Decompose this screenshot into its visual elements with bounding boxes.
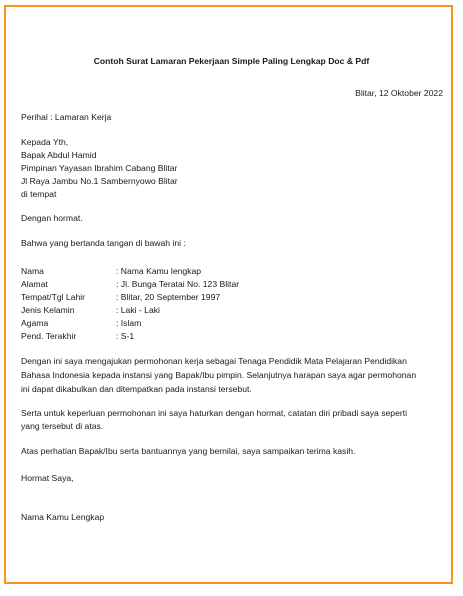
detail-label: Pend. Terakhir (21, 331, 77, 341)
detail-label: Agama (21, 318, 49, 328)
recipient-line: Kepada Yth, (21, 137, 69, 147)
signature-name: Nama Kamu Lengkap (21, 512, 105, 522)
paragraph-line: Dengan ini saya mengajukan permohonan kerja sebagai Tenaga Pendidik Mata Pelajaran Pendidikan (21, 356, 407, 366)
detail-value: : Nama Kamu lengkap (116, 266, 202, 276)
paragraph-line: ini dapat dikabulkan dan ditempatkan pada instansi tersebut. (21, 384, 252, 394)
detail-label: Nama (21, 266, 44, 276)
detail-value: : Blitar, 20 September 1997 (116, 292, 221, 302)
intro-line: Bahwa yang bertanda tangan di bawah ini : (21, 238, 186, 248)
greeting: Dengan hormat. (21, 213, 83, 223)
letter-subject: Perihal : Lamaran Kerja (21, 112, 112, 122)
detail-label: Alamat (21, 279, 48, 289)
letter-title: Contoh Surat Lamaran Pekerjaan Simple Paling Lengkap Doc & Pdf (93, 56, 370, 66)
detail-value: : Jl. Bunga Teratai No. 123 Blitar (116, 279, 240, 289)
paragraph-line: yang tersebut di atas. (21, 421, 104, 431)
recipient-line: Jl Raya Jambu No.1 Sambernyowo Blitar (21, 176, 178, 186)
recipient-line: Bapak Abdul Hamid (21, 150, 97, 160)
recipient-line: Pimpinan Yayasan Ibrahim Cabang Blitar (21, 163, 178, 173)
paragraph-line: Serta untuk keperluan permohonan ini saya haturkan dengan hormat, catatan diri pribadi saya seperti (21, 408, 408, 418)
paragraph-line: Bahasa Indonesia kepada instansi yang Bapak/Ibu pimpin. Selanjutnya harapan saya agar permohonan (21, 370, 417, 380)
detail-value: : S-1 (116, 331, 135, 341)
paragraph-line: Atas perhatian Bapak/Ibu serta bantuannya yang bernilai, saya sampaikan terima kasih. (21, 446, 356, 456)
recipient-line: di tempat (21, 189, 57, 199)
detail-label: Tempat/Tgl Lahir (21, 292, 86, 302)
detail-value: : Laki - Laki (116, 305, 160, 315)
letter-date: Blitar, 12 Oktober 2022 (355, 88, 443, 98)
detail-label: Jenis Kelamin (21, 305, 75, 315)
closing: Hormat Saya, (21, 473, 74, 483)
detail-value: : Islam (116, 318, 142, 328)
